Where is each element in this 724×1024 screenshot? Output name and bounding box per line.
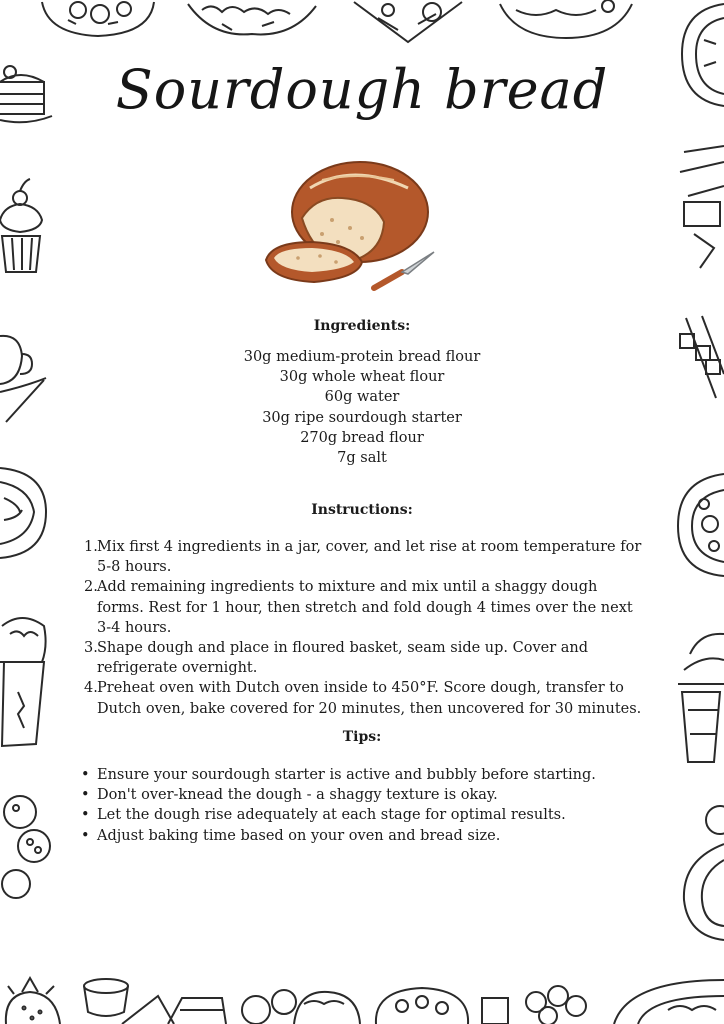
ingredients-list <box>0 347 724 468</box>
tip-item: • Don't over-knead the dough - a shaggy texture is okay. <box>97 785 642 805</box>
sandwich-stack-sketch-icon <box>674 142 724 274</box>
instruction-step: Add remaining ingredients to mixture and mix until a shaggy dough forms. Rest for 1 hour, then stretch and fold dough 4 times over the next 3-4 hours. <box>97 579 633 636</box>
dumplings-sketch-icon <box>478 982 596 1024</box>
salad-sketch-top-icon <box>182 0 322 42</box>
ingredients-heading: Ingredients: <box>313 318 411 334</box>
pie-sketch-top-icon <box>348 0 468 45</box>
tips-heading: Tips: <box>342 729 382 745</box>
dessert-cup-sketch-icon <box>674 630 724 768</box>
strawberry-sketch-icon <box>0 974 70 1024</box>
instructions-heading: Instructions: <box>311 502 413 518</box>
sourdough-loaf-icon <box>262 158 442 294</box>
ingredient-item: 60g water <box>324 389 400 406</box>
fruit-bowl-sketch-icon <box>372 984 472 1024</box>
instructions-list <box>97 537 642 719</box>
noodle-bowl-sketch-top-icon <box>496 0 636 40</box>
tip-item: • Let the dough rise adequately at each stage for optimal results. <box>97 805 642 825</box>
instruction-step: Preheat oven with Dutch oven inside to 450°F. Score dough, transfer to Dutch oven, bake covered for 20 minutes, then uncovered for 30 minutes. <box>97 680 642 717</box>
ingredient-item: 7g salt <box>337 450 387 467</box>
ingredient-item: 30g ripe sourdough starter <box>262 409 462 426</box>
plate-sketch-top-left-icon <box>38 0 158 40</box>
baked-goods-sketch-icon <box>234 980 364 1024</box>
bread-roll-sketch-icon <box>676 800 724 944</box>
tip-item: • Adjust baking time based on your oven and bread size. <box>97 826 642 846</box>
tips-list <box>97 765 642 846</box>
ingredient-item: 30g whole wheat flour <box>279 369 445 386</box>
tip-item: • Ensure your sourdough starter is active and bubbly before starting. <box>97 765 642 785</box>
ingredient-item: 30g medium-protein bread flour <box>243 349 481 365</box>
soup-bowl-sketch-icon <box>674 470 724 580</box>
cupcake-sketch-icon <box>0 176 46 276</box>
recipe-title: Sourdough bread <box>115 58 609 121</box>
cookie-plate-sketch-icon <box>0 790 56 902</box>
instruction-step: Shape dough and place in floured basket, seam side up. Cover and refrigerate overnight. <box>97 640 589 677</box>
instruction-step: Mix first 4 ingredients in a jar, cover, and let rise at room temperature for 5-8 hours. <box>97 539 642 576</box>
ingredient-item: 270g bread flour <box>300 429 424 446</box>
cake-slices-sketch-icon <box>118 990 228 1024</box>
plate-sketch-bottom-right-icon <box>608 974 724 1024</box>
